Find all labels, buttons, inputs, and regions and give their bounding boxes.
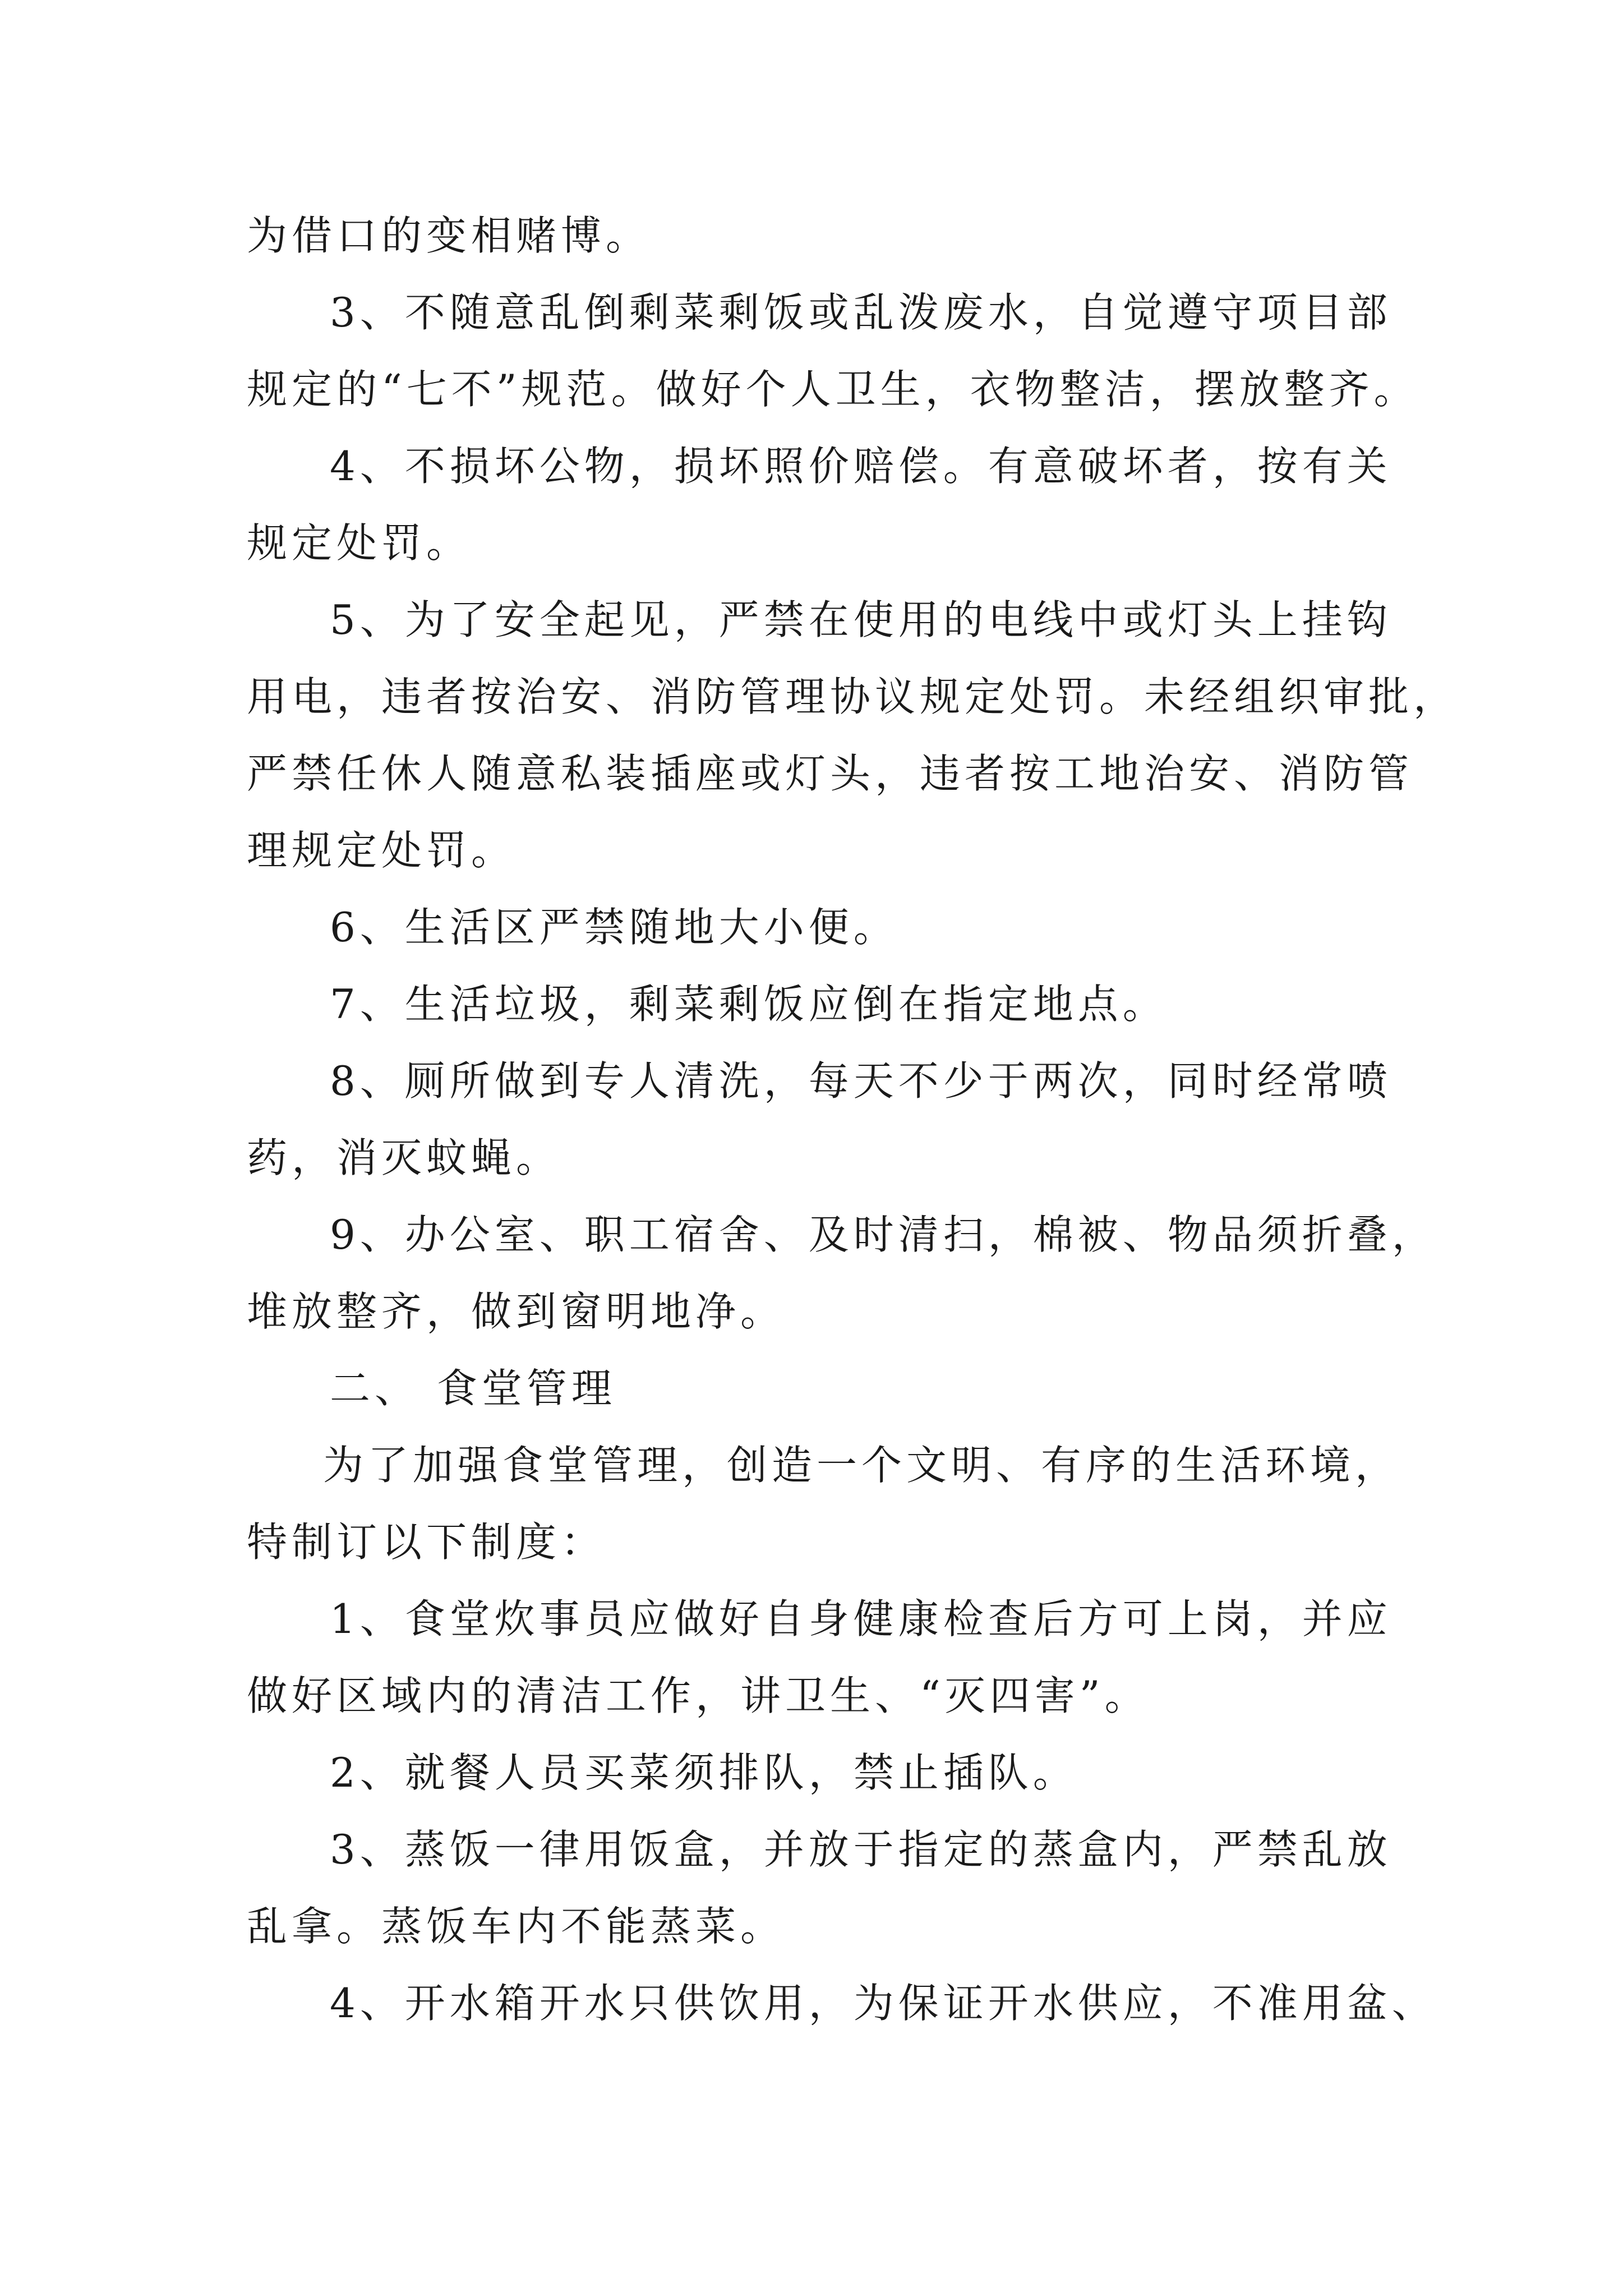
text-line: 4、开水箱开水只供饮用，为保证开水供应，不准用盆、 bbox=[330, 1980, 1437, 2027]
text-line: 药，消灭蚊蝇。 bbox=[247, 1134, 561, 1181]
section-heading: 二、 食堂管理 bbox=[330, 1365, 616, 1412]
text-line: 用电，违者按治安、消防管理协议规定处罚。未经组织审批， bbox=[247, 673, 1459, 720]
text-line: 8、厕所做到专人清洗，每天不少于两次，同时经常喷 bbox=[330, 1057, 1392, 1105]
text-line: 为了加强食堂管理，创造一个文明、有序的生活环境， bbox=[323, 1442, 1400, 1489]
text-line: 规定的“七不”规范。做好个人卫生，衣物整洁，摆放整齐。 bbox=[247, 366, 1419, 413]
text-line: 乱拿。蒸饭车内不能蒸菜。 bbox=[247, 1903, 786, 1950]
text-line: 7、生活垃圾，剩菜剩饭应倒在指定地点。 bbox=[330, 981, 1168, 1028]
text-line: 9、办公室、职工宿舍、及时清扫，棉被、物品须折叠， bbox=[330, 1211, 1437, 1258]
text-line: 特制订以下制度： bbox=[247, 1519, 606, 1566]
text-line: 5、为了安全起见，严禁在使用的电线中或灯头上挂钩 bbox=[330, 596, 1392, 643]
text-line: 4、不损坏公物，损坏照价赔偿。有意破坏者，按有关 bbox=[330, 443, 1392, 490]
text-line: 为借口的变相赌博。 bbox=[247, 212, 651, 259]
text-line: 堆放整齐，做到窗明地净。 bbox=[247, 1288, 786, 1335]
text-line: 6、生活区严禁随地大小便。 bbox=[330, 904, 898, 951]
text-line: 规定处罚。 bbox=[247, 519, 472, 567]
text-line: 2、就餐人员买菜须排队，禁止插队。 bbox=[330, 1749, 1078, 1796]
document-body bbox=[247, 197, 1459, 2042]
text-line: 做好区域内的清洁工作，讲卫生、“灭四害”。 bbox=[247, 1672, 1150, 1719]
text-line: 1、食堂炊事员应做好自身健康检查后方可上岗，并应 bbox=[330, 1595, 1392, 1642]
text-line: 理规定处罚。 bbox=[247, 827, 517, 874]
text-line: 3、不随意乱倒剩菜剩饭或乱泼废水，自觉遵守项目部 bbox=[330, 289, 1392, 336]
text-line: 严禁任休人随意私装插座或灯头，违者按工地治安、消防管 bbox=[247, 750, 1414, 797]
text-line: 3、蒸饭一律用饭盒，并放于指定的蒸盒内，严禁乱放 bbox=[330, 1826, 1392, 1873]
